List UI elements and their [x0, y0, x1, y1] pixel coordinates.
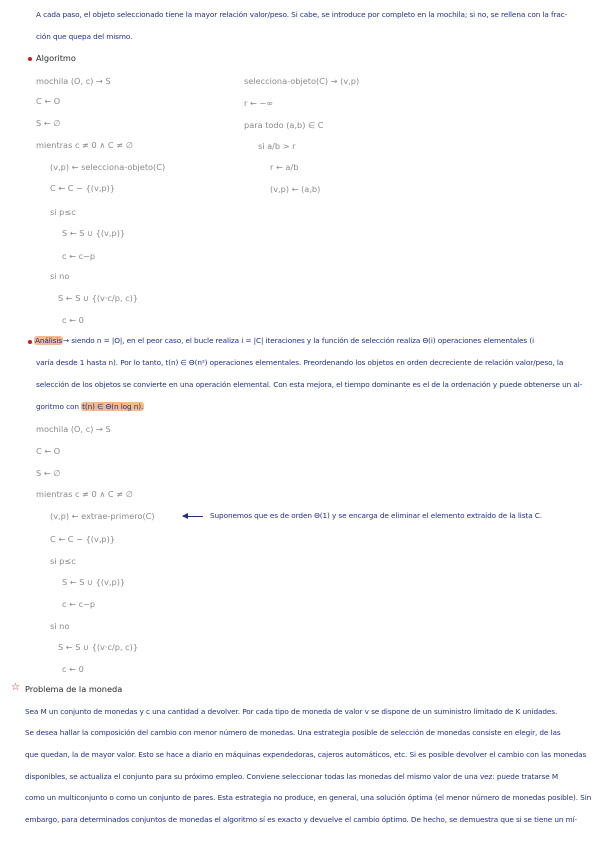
algo2-line: (v,p) ← extrae-primero(C): [50, 511, 155, 521]
algo2-line: C ← C − {(v,p)}: [50, 534, 116, 544]
algo2-line: S ← S ∪ {(v,p)}: [62, 577, 126, 587]
analysis-text-1: → siendo n = |O|, en el peor caso, el bucle realiza i = |C| iteraciones y la función de selección realiza Θ(i) operaciones elementales (i: [62, 336, 534, 345]
analysis-text-4: goritmo con: [36, 402, 82, 411]
algo-line: mientras c ≠ 0 ∧ C ≠ ∅: [36, 140, 133, 150]
algo-line: S ← S ∪ {(v,p)}: [62, 228, 126, 238]
bullet-icon: [28, 340, 32, 344]
star-icon: ☆: [11, 682, 20, 693]
coin-line: como un multiconjunto o como un conjunto de pares. Esta estrategia no produce, en general, una solución óptima (el menor número de monedas posible). Sin: [25, 793, 592, 802]
algo-line: C ← C − {(v,p)}: [50, 183, 116, 193]
analysis-line-2: varía desde 1 hasta n). Por lo tanto, t(n) ∈ Θ(n²) operaciones elementales. Preordenando los objetos en orden decreciente de relación valor/peso, la: [36, 358, 564, 367]
coin-line: que quedan, la de mayor valor. Esto se hace a diario en máquinas expendedoras, cajeros automáticos, etc. Si es posible devolver el cambio con las monedas: [25, 750, 587, 759]
algo-line: C ← O: [36, 96, 61, 106]
coin-line: disponibles, se actualiza el conjunto para su próximo empleo. Conviene seleccionar todas las monedas del mismo valor de una vez: puede tratarse M: [25, 772, 559, 781]
algo2-line: c ← c−p: [62, 599, 96, 609]
algo-select-line: si a/b > r: [258, 141, 296, 151]
intro-line-2: ción que quepa del mismo.: [36, 32, 133, 41]
algo2-line: si no: [50, 621, 70, 631]
extract-note: Suponemos que es de orden Θ(1) y se encarga de eliminar el elemento extraído de la lista C.: [210, 511, 542, 520]
analysis-label: Análisis: [35, 336, 62, 345]
algo-line: mochila (O, c) → S: [36, 76, 111, 86]
algo-select-line: (v,p) ← (a,b): [270, 184, 321, 194]
algo-select-line: para todo (a,b) ∈ C: [244, 120, 324, 130]
algo2-line: mientras c ≠ 0 ∧ C ≠ ∅: [36, 489, 133, 499]
algorithm-heading: Algoritmo: [36, 53, 76, 63]
coin-line: Sea M un conjunto de monedas y c una cantidad a devolver. Por cada tipo de moneda de valor v se dispone de un suministro limitado de K unidades.: [25, 707, 558, 716]
arrow-left-icon: [183, 516, 203, 517]
coin-line: embargo, para determinados conjuntos de monedas el algoritmo sí es exacto y devuelve el cambio óptimo. De hecho, se demuestra que si se tiene un mí-: [25, 815, 578, 824]
algo2-line: c ← 0: [62, 664, 84, 674]
intro-line-1: A cada paso, el objeto seleccionado tiene la mayor relación valor/peso. Si cabe, se introduce por completo en la mochila; si no, se rellena con la frac-: [36, 10, 568, 19]
algo-select-line: selecciona-objeto(C) → (v,p): [244, 76, 360, 86]
complexity-highlight: t(n) ∈ Θ(n log n).: [82, 402, 144, 411]
algo-line: c ← c−p: [62, 251, 96, 261]
analysis-line-3: selección de los objetos se convierte en una operación elemental. Con esta mejora, el tiempo dominante es el de la ordenación y puede obtenerse un al-: [36, 380, 583, 389]
algo2-line: C ← O: [36, 446, 61, 456]
algo2-line: mochila (O, c) → S: [36, 424, 111, 434]
bullet-icon: [28, 57, 32, 61]
algo-line: S ← ∅: [36, 118, 61, 128]
algo-line: c ← 0: [62, 315, 84, 325]
algo-select-line: r ← −∞: [244, 98, 274, 108]
algo2-line: si p≤c: [50, 556, 76, 566]
algo2-line: S ← ∅: [36, 468, 61, 478]
algo-line: si no: [50, 271, 70, 281]
algo-select-line: r ← a/b: [270, 162, 299, 172]
algo-line: S ← S ∪ {(v·c/p, c)}: [58, 293, 139, 303]
coin-problem-heading: Problema de la moneda: [25, 684, 123, 694]
coin-line: Se desea hallar la composición del cambio con menor número de monedas. Una estrategia posible de selección de monedas consiste en elegir, de las: [25, 728, 561, 737]
analysis-line-4: [36, 403, 144, 410]
algo2-line: S ← S ∪ {(v·c/p, c)}: [58, 642, 139, 652]
analysis-line-1: [34, 337, 534, 344]
algo-line: (v,p) ← selecciona-objeto(C): [50, 162, 166, 172]
algo-line: si p≤c: [50, 207, 76, 217]
